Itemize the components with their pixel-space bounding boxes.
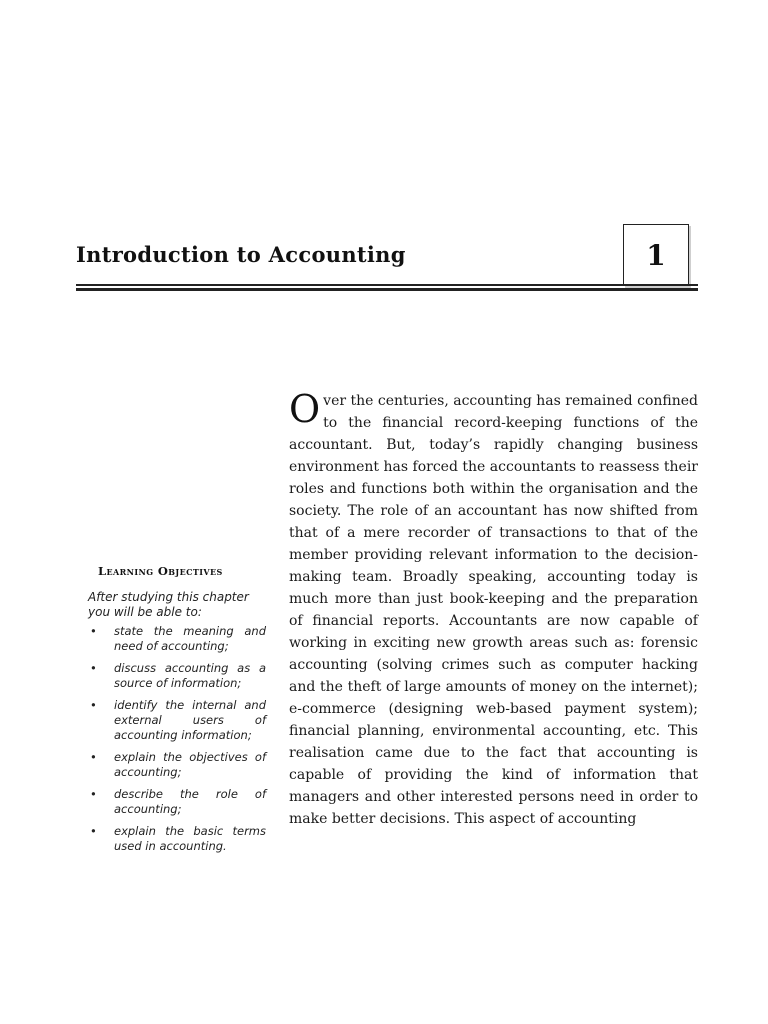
bullet-icon: • xyxy=(90,624,97,638)
objective-item xyxy=(88,824,266,854)
drop-cap: O xyxy=(289,387,321,431)
objective-text: explain the objectives of accounting; xyxy=(114,750,266,779)
objective-text: state the meaning and need of accounting; xyxy=(114,624,266,653)
objective-item xyxy=(88,661,266,691)
chapter-body-paragraph xyxy=(289,387,698,830)
objective-text: identify the internal and external users of accounting information; xyxy=(114,698,266,742)
learning-objectives-sidebar xyxy=(88,564,266,861)
bullet-icon: • xyxy=(90,661,97,675)
chapter-number: 1 xyxy=(646,238,666,272)
objective-item xyxy=(88,787,266,817)
bullet-icon: • xyxy=(90,750,97,764)
chapter-divider xyxy=(76,284,698,291)
bullet-icon: • xyxy=(90,787,97,801)
objective-text: describe the role of accounting; xyxy=(114,787,266,816)
objective-text: discuss accounting as a source of information; xyxy=(114,661,266,690)
paragraph-text: ver the centuries, accounting has remained confined to the financial record-keeping functions of the accountant. But, today’s rapidly changing business environment has forced the accountants to reassess their roles and functions both within the organisation and the society. The role of an accountant has now shifted from that of a mere recorder of transactions to that of the member providing relevant information to the decision-making team. Broadly speaking, accounting today is much more than just book-keeping and the preparation of financial reports. Accountants are now capable of working in exciting new growth areas such as: forensic accounting (solving crimes such as computer hacking and the theft of large amounts of money on the internet); e-commerce (designing web-based payment system); financial planning, environmental accounting, etc. This realisation came due to the fact that accounting is capable of providing the kind of information that managers and other interested persons need in order to make better decisions. This aspect of accounting xyxy=(289,393,698,827)
objective-item xyxy=(88,698,266,743)
learning-objectives-heading: Learning Objectives xyxy=(98,564,223,578)
objective-text: explain the basic terms used in accounting. xyxy=(114,824,266,853)
bullet-icon: • xyxy=(90,698,97,712)
divider-thin-rule xyxy=(76,284,698,286)
learning-objectives-list xyxy=(88,624,266,854)
bullet-icon: • xyxy=(90,824,97,838)
objective-item xyxy=(88,624,266,654)
divider-thick-rule xyxy=(76,288,698,291)
chapter-header xyxy=(76,222,698,292)
learning-objectives-intro: After studying this chapter you will be able to: xyxy=(88,590,249,619)
objective-item xyxy=(88,750,266,780)
chapter-title: Introduction to Accounting xyxy=(76,242,406,267)
chapter-number-box xyxy=(623,224,689,286)
